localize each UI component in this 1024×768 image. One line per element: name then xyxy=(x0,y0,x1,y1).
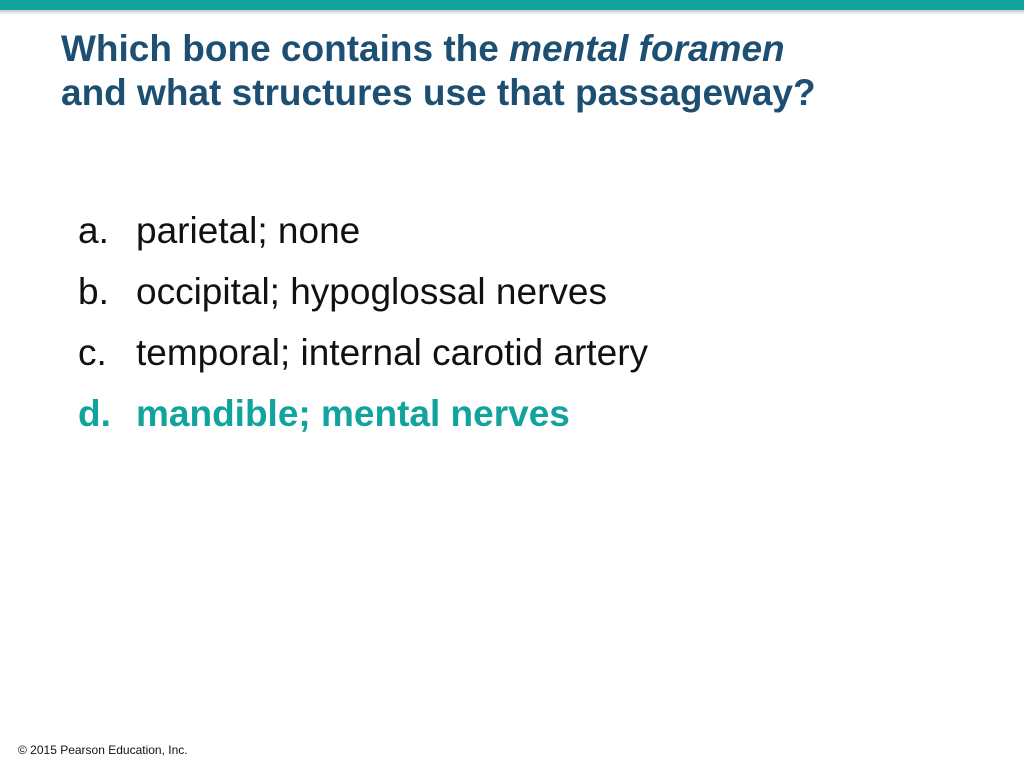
top-accent-bar xyxy=(0,0,1024,10)
title-emphasis: mental foramen xyxy=(509,28,785,69)
slide-title xyxy=(61,27,981,115)
top-bar-shadow xyxy=(0,10,1024,15)
answer-letter: a. xyxy=(78,210,109,251)
answer-letter: b. xyxy=(78,271,109,312)
answer-option-a xyxy=(78,206,648,267)
answer-option-b xyxy=(78,267,648,328)
copyright-notice: © 2015 Pearson Education, Inc. xyxy=(18,743,188,757)
answer-option-d-correct xyxy=(78,389,648,450)
answer-list xyxy=(78,206,648,450)
title-line-1-prefix: Which bone contains the xyxy=(61,28,510,69)
answer-text: parietal; none xyxy=(136,210,361,251)
answer-letter: d. xyxy=(78,393,111,434)
answer-text: occipital; hypoglossal nerves xyxy=(136,271,607,312)
answer-text: temporal; internal carotid artery xyxy=(136,332,649,373)
title-line-1 xyxy=(61,27,981,71)
answer-option-c xyxy=(78,328,648,389)
title-line-2: and what structures use that passageway? xyxy=(61,72,816,113)
answer-letter: c. xyxy=(78,332,107,373)
answer-text: mandible; mental nerves xyxy=(136,393,570,434)
